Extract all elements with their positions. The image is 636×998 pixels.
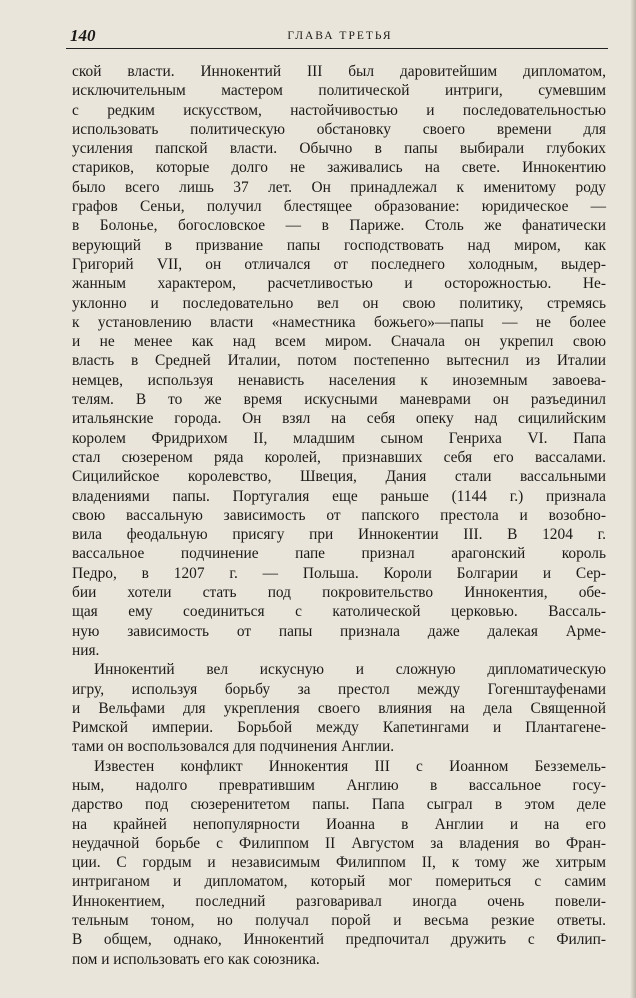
text-line: неудачной борьбе с Филиппом II Августом за владения во Фран- xyxy=(72,834,606,852)
text-line: интриганом и дипломатом, который мог помериться с самим xyxy=(72,873,606,891)
header-rule xyxy=(66,48,608,49)
text-line: усиления папской власти. Обычно в папы выбирали глубоких xyxy=(72,140,606,158)
text-line: к установлению власти «наместника божьего»—папы — не более xyxy=(72,313,606,331)
text-line: верующий в призвание папы господствовать над миром, как xyxy=(72,236,606,254)
text-line: владениями папы. Португалия еще раньше (1144 г.) признала xyxy=(72,487,606,505)
text-line: Педро, в 1207 г. — Польша. Короли Болгарии и Сер- xyxy=(72,564,606,582)
text-line: В общем, однако, Иннокентий предпочитал дружить с Филип- xyxy=(72,931,606,949)
text-line: с редким искусством, настойчивостью и последовательностью xyxy=(72,101,606,119)
text-line: немцев, используя ненависть населения к иноземным завоева- xyxy=(72,371,606,389)
text-line: ской власти. Иннокентий III был даровитейшим дипломатом, xyxy=(72,63,606,80)
text-line: Иннокентием, последний разговаривал иногда очень повели- xyxy=(72,892,606,910)
text-line: уклонно и последовательно вел он свою политику, стремясь xyxy=(72,294,606,312)
text-line: и Вельфами для укрепления своего влияния на дела Священной xyxy=(72,699,606,717)
page-number: 140 xyxy=(70,26,96,45)
text-line: свою вассальную зависимость от папского престола и возобно- xyxy=(72,506,606,524)
text-line: дарство под сюзеренитетом папы. Папа сыграл в этом деле xyxy=(72,796,606,814)
paragraph xyxy=(72,62,606,660)
text-line: королем Фридрихом II, младшим сыном Генриха VI. Папа xyxy=(72,429,606,447)
text-line: ния. xyxy=(72,641,100,659)
text-line: Известен конфликт Иннокентия III с Иоанном Безземель- xyxy=(94,757,606,775)
text-line: власть в Средней Италии, потом постепенно вытеснил из Италии xyxy=(72,352,606,370)
text-line: было всего лишь 37 лет. Он принадлежал к именитому роду xyxy=(72,178,606,196)
text-line: итальянские города. Он взял на себя опеку над сицилийским xyxy=(72,410,606,428)
text-line: пом и использовать его как союзника. xyxy=(72,950,320,968)
text-line: бии хотели стать под покровительство Иннокентия, обе- xyxy=(72,584,606,602)
text-line: стал сюзереном ряда королей, признавших себя его вассалами. xyxy=(72,448,606,466)
text-line: вила феодальную присягу при Иннокентии III. В 1204 г. xyxy=(72,526,606,544)
paragraph xyxy=(72,660,606,756)
text-line: на крайней непопулярности Иоанна в Англии и на его xyxy=(72,815,606,833)
page-spine-shadow xyxy=(630,0,636,998)
text-line: тельным тоном, но получал порой и весьма резкие ответы. xyxy=(72,912,606,930)
text-line: телям. В то же время искусными маневрами он разъединил xyxy=(72,391,606,409)
text-line: игру, используя борьбу за престол между Гогенштауфенами xyxy=(72,680,606,698)
text-line: ную зависимость от папы признала даже далекая Арме- xyxy=(72,622,606,640)
text-line: Иннокентий вел искусную и сложную дипломатическую xyxy=(94,661,606,679)
text-line: исключительным мастером политической интриги, сумевшим xyxy=(72,82,606,100)
page-header xyxy=(70,26,610,48)
text-line: использовать политическую обстановку своего времени для xyxy=(72,120,606,138)
body-text xyxy=(72,62,606,969)
text-line: графов Сеньи, получил блестящее образование: юридическое — xyxy=(72,198,606,216)
text-line: Григорий VII, он отличался от последнего холодным, выдер- xyxy=(72,255,606,273)
text-line: ным, надолго превратившим Англию в вассальное госу- xyxy=(72,776,606,794)
text-line: ции. С гордым и независимым Филиппом II, к тому же хитрым xyxy=(72,854,606,872)
text-line: Римской империи. Борьбой между Капетингами и Плантагене- xyxy=(72,719,606,737)
text-line: щая ему соединиться с католической церковью. Вассаль- xyxy=(72,603,606,621)
text-line: тами он воспользовался для подчинения Англии. xyxy=(72,738,395,756)
text-line: и не менее как над всем миром. Сначала он укрепил свою xyxy=(72,333,606,351)
text-line: вассальное подчинение папе признал арагонский король xyxy=(72,545,606,563)
paragraph xyxy=(72,757,606,969)
text-line: Сицилийское королевство, Швеция, Дания стали вассальными xyxy=(72,468,606,486)
text-line: в Болонье, богословское — в Париже. Столь же фанатически xyxy=(72,217,606,235)
text-line: жанным характером, расчетливостью и осторожностью. Не- xyxy=(72,275,606,293)
text-line: стариков, которые долго не заживались на свете. Иннокентию xyxy=(72,159,606,177)
running-head: ГЛАВА ТРЕТЬЯ xyxy=(287,30,393,42)
